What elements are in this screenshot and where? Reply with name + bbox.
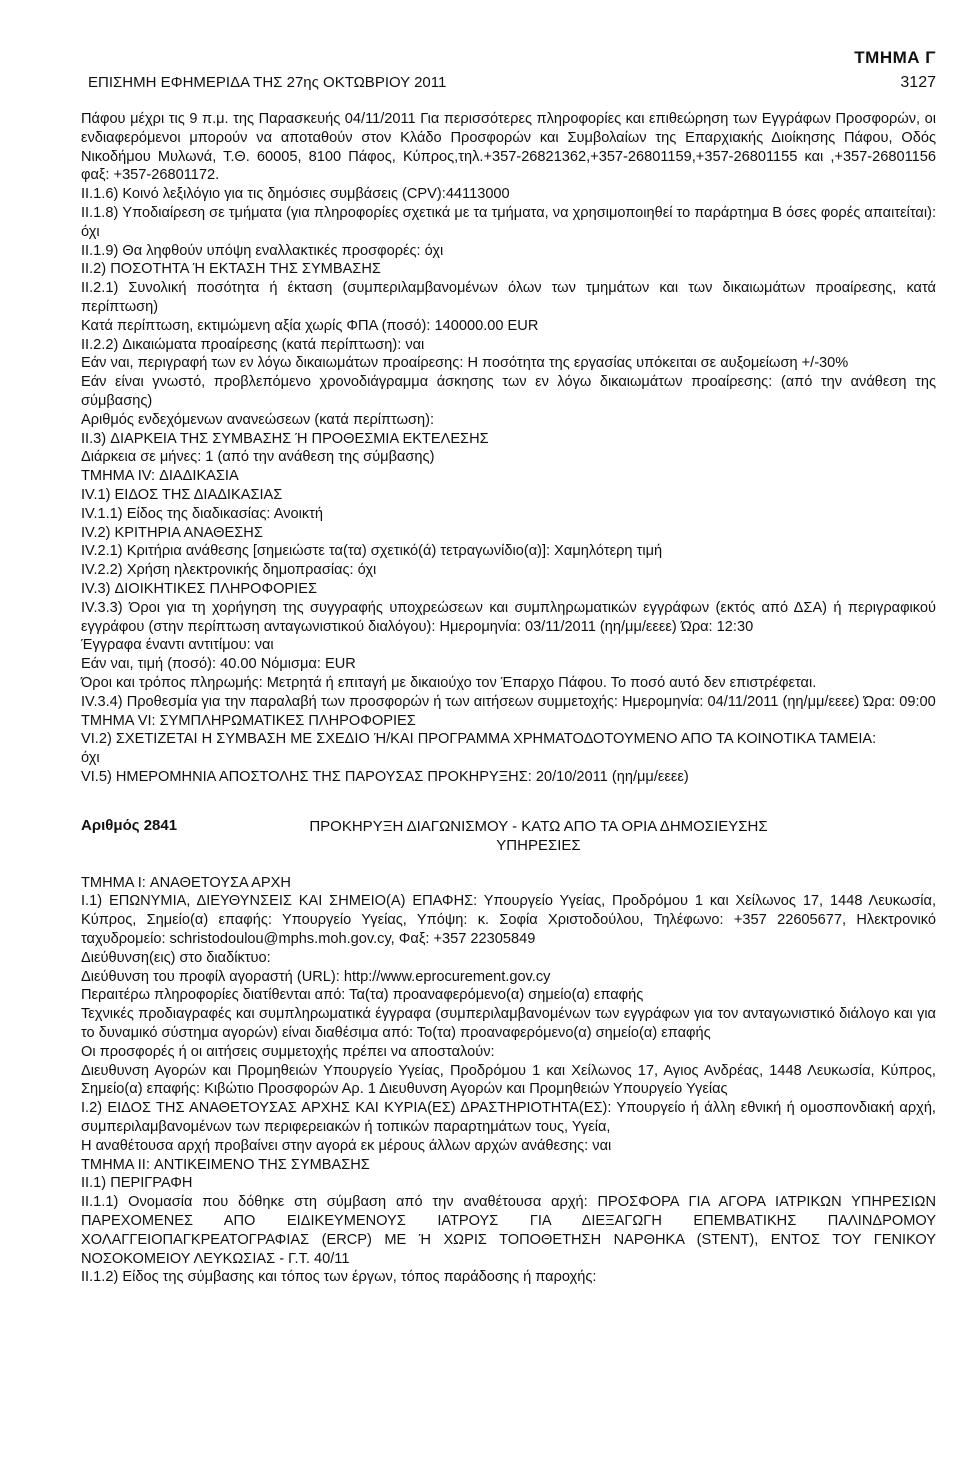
announcement-title-line2: ΥΠΗΡΕΣΙΕΣ xyxy=(496,836,581,854)
paragraph: I.1) ΕΠΩΝΥΜΙΑ, ΔΙΕΥΘΥΝΣΕΙΣ ΚΑΙ ΣΗΜΕΙΟ(Α) ΕΠΑΦΗΣ: Υπουργείο Υγείας, Προδρόμου 1 και Χείλωνος 17, 1448 Λευκωσία, Κύπρος, Σημείο(α) επαφής: Υπουργείο Υγείας, Υπόψη: κ. Σοφία Χριστοδούλου, Τηλέφωνο: +357 22605677, Ηλεκτρονικό ταχυδρομείο: schristodoulou@mphs.moh.gov.cy, Φαξ: +357 22305849 xyxy=(81,893,936,948)
new-notice xyxy=(81,874,936,1288)
paragraph: ΤΜΗΜΑ VI: ΣΥΜΠΛΗΡΩΜΑΤΙΚΕΣ ΠΛΗΡΟΦΟΡΙΕΣ xyxy=(81,712,416,729)
paragraph: Διεύθυνση του προφίλ αγοραστή (URL): http://www.eprocurement.gov.cy xyxy=(81,968,551,985)
paragraph: II.1.1) Ονομασία που δόθηκε στη σύμβαση από την αναθέτουσα αρχή: ΠΡΟΣΦΟΡΑ ΓΙΑ ΑΓΟΡΑ ΙΑΤΡΙΚΩΝ ΥΠΗΡΕΣΙΩΝ ΠΑΡΕΧΟΜΕΝΕΣ ΑΠΟ ΕΙΔΙΚΕΥΜΕΝΟΥΣ ΙΑΤΡΟΥΣ ΓΙΑ ΔΙΕΞΑΓΩΓΗ ΕΠΕΜΒΑΤΙΚΗΣ ΠΑΛΙΝΔΡΟΜΟΥ ΧΟΛΑΓΓΕΙΟΠΑΓΚΡΕΑΤΟΓΡΑΦΙΑΣ (ERCP) ΜΕ Ή ΧΩΡΙΣ ΤΟΠΟΘΕΤΗΣΗ ΝΑΡΘΗΚΑ (STENT), ΕΝΤΟΣ ΤΟΥ ΓΕΝΙΚΟΥ ΝΟΣΟΚΟΜΕΙΟΥ ΛΕΥΚΩΣΙΑΣ - Γ.Τ. 40/11 xyxy=(81,1194,936,1267)
paragraph: I.2) ΕΙΔΟΣ ΤΗΣ ΑΝΑΘΕΤΟΥΣΑΣ ΑΡΧΗΣ ΚΑΙ ΚΥΡΙΑ(ΕΣ) ΔΡΑΣΤΗΡΙΟΤΗΤΑ(ΕΣ): Υπουργείο ή άλλη εθνική ή ομοσπονδιακή αρχή, συμπεριλαμβανομένων των περιφερειακών ή τοπικών παραρτημάτων τους, Υγεία, xyxy=(81,1100,936,1136)
paragraph: Κατά περίπτωση, εκτιμώμενη αξία χωρίς ΦΠΑ (ποσό): 140000.00 EUR xyxy=(81,317,539,334)
paragraph: II.3) ΔΙΑΡΚΕΙΑ ΤΗΣ ΣΥΜΒΑΣΗΣ Ή ΠΡΟΘΕΣΜΙΑ ΕΚΤΕΛΕΣΗΣ xyxy=(81,430,489,447)
paragraph: ΤΜΗΜΑ I: ΑΝΑΘΕΤΟΥΣΑ ΑΡΧΗ xyxy=(81,874,291,891)
paragraph: II.1) ΠΕΡΙΓΡΑΦΗ xyxy=(81,1175,193,1192)
paragraph: Έγγραφα έναντι αντιτίμου: ναι xyxy=(81,637,274,654)
paragraph: ΤΜΗΜΑ IV: ΔΙΑΔΙΚΑΣΙΑ xyxy=(81,468,239,485)
paragraph: Τεχνικές προδιαγραφές και συμπληρωματικά έγγραφα (συμπεριλαμβανομένων των εγγράφων για τον ανταγωνιστικό διάλογο και για το δυναμικό σύστημα αγορών) είναι διαθέσιμα από: Το(τα) προαναφερόμενο(α) σημείο(α) επαφής xyxy=(81,1006,936,1042)
page-number: 3127 xyxy=(900,74,936,91)
paragraph: ΤΜΗΜΑ II: ΑΝΤΙΚΕΙΜΕΝΟ ΤΗΣ ΣΥΜΒΑΣΗΣ xyxy=(81,1156,370,1173)
paragraph: IV.2) ΚΡΙΤΗΡΙΑ ΑΝΑΘΕΣΗΣ xyxy=(81,524,263,541)
paragraph: IV.2.2) Χρήση ηλεκτρονικής δημοπρασίας: όχι xyxy=(81,562,377,579)
paragraph: IV.3) ΔΙΟΙΚΗΤΙΚΕΣ ΠΛΗΡΟΦΟΡΙΕΣ xyxy=(81,580,317,597)
gazette-title: ΕΠΙΣΗΜΗ ΕΦΗΜΕΡΙΔΑ ΤΗΣ 27ης ΟΚΤΩΒΡΙΟΥ 2011 xyxy=(88,74,447,91)
paragraph: όχι xyxy=(81,750,100,767)
paragraph: IV.3.3) Όροι για τη χορήγηση της συγγραφής υποχρεώσεων και συμπληρωματικών εγγράφων (εκτός από ΔΣΑ) ή περιγραφικού εγγράφου (στην περίπτωση ανταγωνιστικού διαλόγου): Ημερομηνία: 03/11/2011 (ηη/μμ/εεεε) Ώρα: 12:30 xyxy=(81,599,936,635)
paragraph: II.1.6) Κοινό λεξιλόγιο για τις δημόσιες συμβάσεις (CPV):44113000 xyxy=(81,186,510,203)
announcement-header xyxy=(81,817,936,855)
paragraph: IV.1) ΕΙΔΟΣ ΤΗΣ ΔΙΑΔΙΚΑΣΙΑΣ xyxy=(81,486,283,503)
announcement-number: Αριθμός 2841 xyxy=(81,816,178,834)
paragraph: II.2.2) Δικαιώματα προαίρεσης (κατά περίπτωση): ναι xyxy=(81,336,425,353)
paragraph: Περαιτέρω πληροφορίες διατίθενται από: Τα(τα) προαναφερόμενο(α) σημείο(α) επαφής xyxy=(81,987,644,1004)
paragraph: Όροι και τρόπος πληρωμής: Μετρητά ή επιταγή με δικαιούχο τον Έπαρχο Πάφου. Το ποσό αυτό δεν επιστρέφεται. xyxy=(81,674,817,691)
notice-continuation xyxy=(81,110,936,787)
paragraph: Εάν είναι γνωστό, προβλεπόμενο χρονοδιάγραμμα άσκησης των εν λόγω δικαιωμάτων προαίρεσης: (από την ανάθεση της σύμβασης) xyxy=(81,374,936,409)
section-label: ΤΜΗΜΑ Γ xyxy=(854,48,936,67)
paragraph: Η αναθέτουσα αρχή προβαίνει στην αγορά εκ μέρους άλλων αρχών ανάθεσης: ναι xyxy=(81,1137,612,1154)
paragraph: VI.5) ΗΜΕΡΟΜΗΝΙΑ ΑΠΟΣΤΟΛΗΣ ΤΗΣ ΠΑΡΟΥΣΑΣ ΠΡΟΚΗΡΥΞΗΣ: 20/10/2011 (ηη/μμ/εεεε) xyxy=(81,768,689,785)
paragraph: Εάν ναι, περιγραφή των εν λόγω δικαιωμάτων προαίρεσης: Η ποσότητα της εργασίας υπόκειται σε αυξομείωση +/-30% xyxy=(81,355,849,372)
paragraph: IV.2.1) Κριτήρια ανάθεσης [σημειώστε τα(τα) σχετικό(ά) τετραγωνίδιο(α)]: Χαμηλότερη τιμή xyxy=(81,543,663,560)
paragraph: Διάρκεια σε μήνες: 1 (από την ανάθεση της σύμβασης) xyxy=(81,449,435,466)
paragraph: Εάν ναι, τιμή (ποσό): 40.00 Νόμισμα: EUR xyxy=(81,656,356,673)
paragraph: II.2.1) Συνολική ποσότητα ή έκταση (συμπεριλαμβανομένων όλων των τμημάτων και των δικαιωμάτων προαίρεσης, κατά περίπτωση) xyxy=(81,280,936,315)
paragraph: Διευθυνση Αγορών και Προμηθειών Υπουργείο Υγείας, Προδρόμου 1 και Χείλωνος 17, Αγιος Ανδρέας, 1448 Λευκωσία, Κύπρος, Σημείο(α) επαφής: Κιβώτιο Προσφορών Αρ. 1 Διευθυνση Αγορών και Προμηθειών Υπουργείο Υγείας xyxy=(81,1062,936,1098)
paragraph: II.1.8) Υποδιαίρεση σε τμήματα (για πληροφορίες σχετικά με τα τμήματα, να χρησιμοποιηθεί το παράρτημα B όσες φορές απαιτείται): όχι xyxy=(81,204,936,240)
paragraph: II.1.9) Θα ληφθούν υπόψη εναλλακτικές προσφορές: όχι xyxy=(81,242,444,259)
paragraph: Πάφου μέχρι τις 9 π.μ. της Παρασκευής 04/11/2011 Για περισσότερες πληροφορίες και επιθεώρηση των Εγγράφων Προσφορών, οι ενδιαφερόμενοι μπορούν να αποταθούν στον Κλάδο Προσφορών και Συμβολαίων της Επαρχιακής Διοίκησης Πάφου, Οδός Νικοδήμου Μυλωνά, Τ.Θ. 60005, 8100 Πάφος, Κύπρος,τηλ.+357-26821362,+357-26801159,+357-26801155 και ,+357-26801156 φαξ: +357-26801172. xyxy=(81,111,936,184)
paragraph: IV.3.4) Προθεσμία για την παραλαβή των προσφορών ή των αιτήσεων συμμετοχής: Ημερομηνία: 04/11/2011 (ηη/μμ/εεεε) Ώρα: 09:00 xyxy=(81,693,936,710)
paragraph: VI.2) ΣΧΕΤΙΖΕΤΑΙ Η ΣΥΜΒΑΣΗ ΜΕ ΣΧΕΔΙΟ Ή/ΚΑΙ ΠΡΟΓΡΑΜΜΑ ΧΡΗΜΑΤΟΔΟΤΟΥΜΕΝΟ ΑΠΟ ΤΑ ΚΟΙΝΟΤΙΚΑ ΤΑΜΕΙΑ: xyxy=(81,731,877,748)
announcement-title-line1: ΠΡΟΚΗΡΥΞΗ ΔΙΑΓΩΝΙΣΜΟΥ - ΚΑΤΩ ΑΠΟ ΤΑ ΟΡΙΑ ΔΗΜΟΣΙΕΥΣΗΣ xyxy=(309,817,768,835)
paragraph: II.1.2) Είδος της σύμβασης και τόπος των έργων, τόπος παράδοσης ή παροχής: xyxy=(81,1269,597,1286)
paragraph: IV.1.1) Είδος της διαδικασίας: Ανοικτή xyxy=(81,505,324,522)
paragraph: Οι προσφορές ή οι αιτήσεις συμμετοχής πρέπει να αποσταλούν: xyxy=(81,1043,495,1060)
paragraph: II.2) ΠΟΣΟΤΗΤΑ Ή ΕΚΤΑΣΗ ΤΗΣ ΣΥΜΒΑΣΗΣ xyxy=(81,261,381,278)
paragraph: Διεύθυνση(εις) στο διαδίκτυο: xyxy=(81,949,271,966)
paragraph: Αριθμός ενδεχόμενων ανανεώσεων (κατά περίπτωση): xyxy=(81,411,435,428)
document-body xyxy=(81,110,936,1287)
